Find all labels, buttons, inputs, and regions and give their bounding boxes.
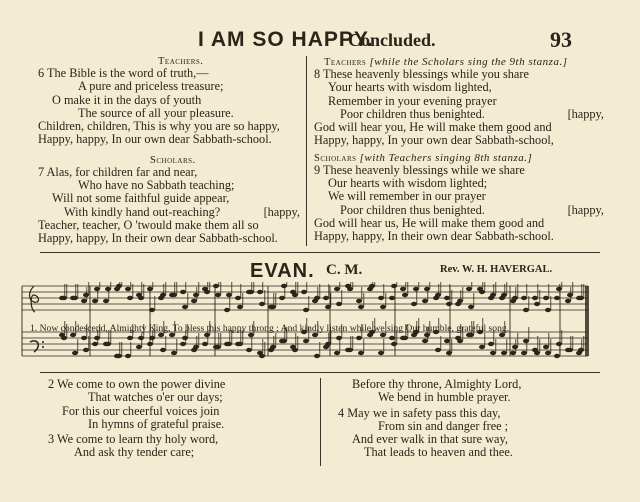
note-head [314, 296, 320, 300]
column-divider-bottom [320, 378, 321, 466]
note-head [213, 284, 219, 288]
note-head [237, 305, 243, 309]
stanza-7-line-5: Teacher, teacher, O 'twould make them all so [38, 217, 259, 232]
note-head [378, 296, 384, 300]
page-number: 93 [550, 27, 572, 52]
note-head [402, 336, 408, 340]
stanza-2-line-1: 2 We come to own the power divine [48, 377, 226, 391]
note-head [578, 296, 584, 300]
note-head [215, 345, 221, 349]
heading-note: [while the Scholars sing the 9th stanza.] [369, 56, 568, 68]
note-head [303, 339, 309, 343]
note-head [435, 293, 441, 297]
stanza-8-line-6: Happy, happy, In your own dear Sabbath-school, [314, 133, 554, 148]
stanza-8-line-2: Your hearts with wisdom lighted, [328, 80, 492, 95]
clef-treble-icon [30, 286, 39, 312]
note-head [545, 351, 551, 355]
stanza-9-line-6: Happy, happy, In their own dear Sabbath-school. [314, 229, 554, 244]
note-head [125, 287, 131, 291]
note-head [510, 351, 516, 355]
note-head [422, 299, 428, 303]
note-head [336, 336, 342, 340]
note-head [523, 308, 529, 312]
stanza-7-line-3: Will not some faithful guide appear, [52, 191, 230, 206]
stanza-9-line-4 [314, 204, 604, 217]
tune-composer: Rev. W. H. HAVERGAL. [440, 264, 553, 275]
note-head [105, 287, 111, 291]
stanza-8-line-1: 8 These heavenly blessings while you share [314, 67, 529, 81]
stanza-2-line-3: For this our cheerful voices join [62, 403, 220, 418]
note-head [279, 296, 285, 300]
note-head [215, 293, 221, 297]
note-head [578, 348, 584, 352]
note-head [356, 299, 362, 303]
note-head [512, 345, 518, 349]
stanza-7-line-4 [38, 206, 300, 219]
note-head [160, 293, 166, 297]
note-head [468, 305, 474, 309]
note-head [356, 336, 362, 340]
stanza-6-line-5: Children, children, This is why you are so happy, [38, 119, 280, 134]
stanza-2-line-4: In hymns of grateful praise. [88, 416, 225, 431]
note-head [127, 296, 133, 300]
note-head [237, 342, 243, 346]
section-heading-scholars-right [314, 152, 604, 164]
note-head [501, 293, 507, 297]
heading-label: Teachers [324, 57, 367, 68]
note-head [532, 296, 538, 300]
note-head [202, 342, 208, 346]
note-head [512, 296, 518, 300]
note-head [270, 305, 276, 309]
notes [59, 282, 584, 358]
stanza-6-line-3: O make it in the days of youth [52, 92, 202, 107]
stanza-8-turnover: [happy, [567, 106, 604, 121]
note-head [413, 287, 419, 291]
note-head [534, 302, 540, 306]
note-head [556, 342, 562, 346]
note-head [444, 296, 450, 300]
bottom-left-column [48, 378, 310, 460]
note-head [248, 290, 254, 294]
tune-meter: C. M. [326, 262, 363, 278]
note-head [191, 299, 197, 303]
stanza-7-line-2: Who have no Sabbath teaching; [78, 178, 235, 193]
note-head [411, 302, 417, 306]
note-head [435, 348, 441, 352]
note-head [501, 351, 507, 355]
note-head [424, 287, 430, 291]
continued-line-2: We bend in humble prayer. [378, 390, 511, 405]
stanza-4-line-1: 4 May we in safety pass this day, [338, 405, 501, 420]
note-head [556, 287, 562, 291]
note-head [127, 336, 133, 340]
stanza-9-line-1: 9 These heavenly blessings while we share [314, 162, 525, 177]
note-head [103, 299, 109, 303]
stanza-9-line-5: God will hear us, He will make them good and [314, 215, 545, 230]
note-head [543, 296, 549, 300]
note-head [235, 296, 241, 300]
note-head [389, 296, 395, 300]
note-head [160, 348, 166, 352]
note-head [138, 296, 144, 300]
heading-note: [with Teachers singing 8th stanza.] [359, 151, 533, 164]
note-head [490, 293, 496, 297]
note-head [72, 296, 78, 300]
page-title: I AM SO HAPPY. [198, 28, 374, 51]
note-head [314, 354, 320, 358]
note-head [259, 302, 265, 306]
note-head [193, 345, 199, 349]
note-head [226, 342, 232, 346]
note-head [347, 287, 353, 291]
stanza-9-turnover: [happy, [567, 202, 604, 217]
section-heading-teachers: Teachers. [158, 56, 204, 67]
note-head [479, 345, 485, 349]
note-head [81, 299, 87, 303]
section-rule [40, 252, 600, 253]
note-head [81, 336, 87, 340]
note-head [391, 342, 397, 346]
note-head [138, 336, 144, 340]
note-head [400, 287, 406, 291]
note-head [204, 290, 210, 294]
stanza-8-line-4 [314, 108, 604, 121]
right-column-top [314, 56, 604, 244]
note-head [358, 305, 364, 309]
stanza-9-line-3: We will remember in our prayer [328, 189, 486, 204]
section-heading-scholars: Scholars. [150, 154, 196, 166]
note-head [61, 296, 67, 300]
note-head [147, 342, 153, 346]
note-head [193, 293, 199, 297]
note-head [94, 336, 100, 340]
note-head [554, 296, 560, 300]
note-head [149, 336, 155, 340]
stanza-6-line-1: 6 The Bible is the word of truth,— [38, 66, 209, 80]
stanza-4-line-3: And ever walk in that sure way, [352, 432, 508, 447]
note-head [292, 293, 298, 297]
note-head [281, 339, 287, 343]
note-head [325, 342, 331, 346]
note-head [444, 339, 450, 343]
stanza-4-line-4: That leads to heaven and thee. [364, 445, 513, 460]
note-head [325, 305, 331, 309]
note-head [92, 299, 98, 303]
stanza-7-turnover: [happy, [263, 204, 300, 219]
note-head [446, 302, 452, 306]
note-head [136, 345, 142, 349]
note-head [246, 348, 252, 352]
note-head [257, 290, 263, 294]
note-head [83, 348, 89, 352]
stanza-3-line-1: 3 We come to learn thy holy word, [48, 432, 219, 447]
stanza-7-line-4-text: With kindly hand out-reaching? [64, 204, 221, 219]
stanza-7-line-1: 7 Alas, for children far and near, [38, 164, 198, 179]
note-head [323, 296, 329, 300]
note-head [457, 299, 463, 303]
stanza-6-line-6: Happy, happy, In our own dear Sabbath-school. [38, 132, 272, 147]
note-head [457, 339, 463, 343]
note-head [147, 287, 153, 291]
note-head [116, 284, 122, 288]
stanza-2-line-2: That watches o'er our days; [88, 390, 223, 405]
note-head [523, 339, 529, 343]
note-head [391, 284, 397, 288]
note-head [281, 284, 287, 288]
note-head [543, 345, 549, 349]
note-head [369, 284, 375, 288]
note-head [567, 348, 573, 352]
note-head [72, 351, 78, 355]
tune-lyric-line: 1. Now condescend, Almighty King, To bless this happy throng ; And kindly listen while we sing Our humble, grateful song. [30, 323, 510, 334]
note-head [105, 342, 111, 346]
note-head [182, 305, 188, 309]
note-head [94, 287, 100, 291]
note-head [180, 290, 186, 294]
note-head [565, 299, 571, 303]
note-head [380, 305, 386, 309]
stanza-7-line-6: Happy, happy, In their own dear Sabbath-school. [38, 231, 278, 246]
note-head [567, 293, 573, 297]
stanza-8-line-3: Remember in your evening prayer [328, 93, 497, 108]
left-column-top [38, 56, 300, 246]
note-head [334, 287, 340, 291]
note-head [61, 336, 67, 340]
note-head [389, 336, 395, 340]
note-head [521, 296, 527, 300]
note-head [149, 308, 155, 312]
stanza-8-line-5: God will hear you, He will make them good and [314, 120, 552, 135]
note-head [466, 287, 472, 291]
note-head [334, 351, 340, 355]
note-head [171, 293, 177, 297]
column-divider-top [306, 56, 307, 246]
note-head [270, 345, 276, 349]
note-head [347, 348, 353, 352]
note-head [521, 351, 527, 355]
heading-label: Scholars [314, 152, 357, 164]
note-head [226, 293, 232, 297]
note-head [259, 354, 265, 358]
stanza-6-line-2: A pure and priceless treasure; [78, 79, 224, 94]
continued-line-1: Before thy throne, Almighty Lord, [352, 377, 522, 391]
note-head [224, 308, 230, 312]
note-head [125, 354, 131, 358]
page-subtitle: Concluded. [348, 30, 436, 50]
note-head [422, 339, 428, 343]
note-head [116, 354, 122, 358]
note-head [171, 351, 177, 355]
note-head [378, 351, 384, 355]
note-head [446, 351, 452, 355]
stanza-4-line-2: From sin and danger free ; [378, 418, 509, 433]
tune-name: EVAN. [250, 260, 315, 282]
stanza-3-line-2: And ask thy tender care; [74, 445, 195, 460]
stanza-9-line-2: Our hearts with wisdom lighted; [328, 176, 488, 191]
note-head [180, 342, 186, 346]
note-head [358, 351, 364, 355]
section-rule-2 [40, 372, 600, 373]
note-head [292, 348, 298, 352]
note-head [479, 290, 485, 294]
stanza-6-line-4: The source of all your pleasure. [78, 105, 234, 120]
note-head [182, 336, 188, 340]
note-head [402, 293, 408, 297]
note-head [534, 351, 540, 355]
note-head [301, 290, 307, 294]
note-head [83, 293, 89, 297]
note-head [303, 308, 309, 312]
note-head [490, 351, 496, 355]
note-head [336, 302, 342, 306]
bottom-right-column [338, 378, 608, 460]
stanza-8-line-4-text: Poor children thus benighted. [340, 106, 485, 121]
note-head [554, 354, 560, 358]
note-head [488, 342, 494, 346]
note-head [545, 308, 551, 312]
note-head [92, 342, 98, 346]
stanza-9-line-4-text: Poor children thus benighted. [340, 202, 485, 217]
